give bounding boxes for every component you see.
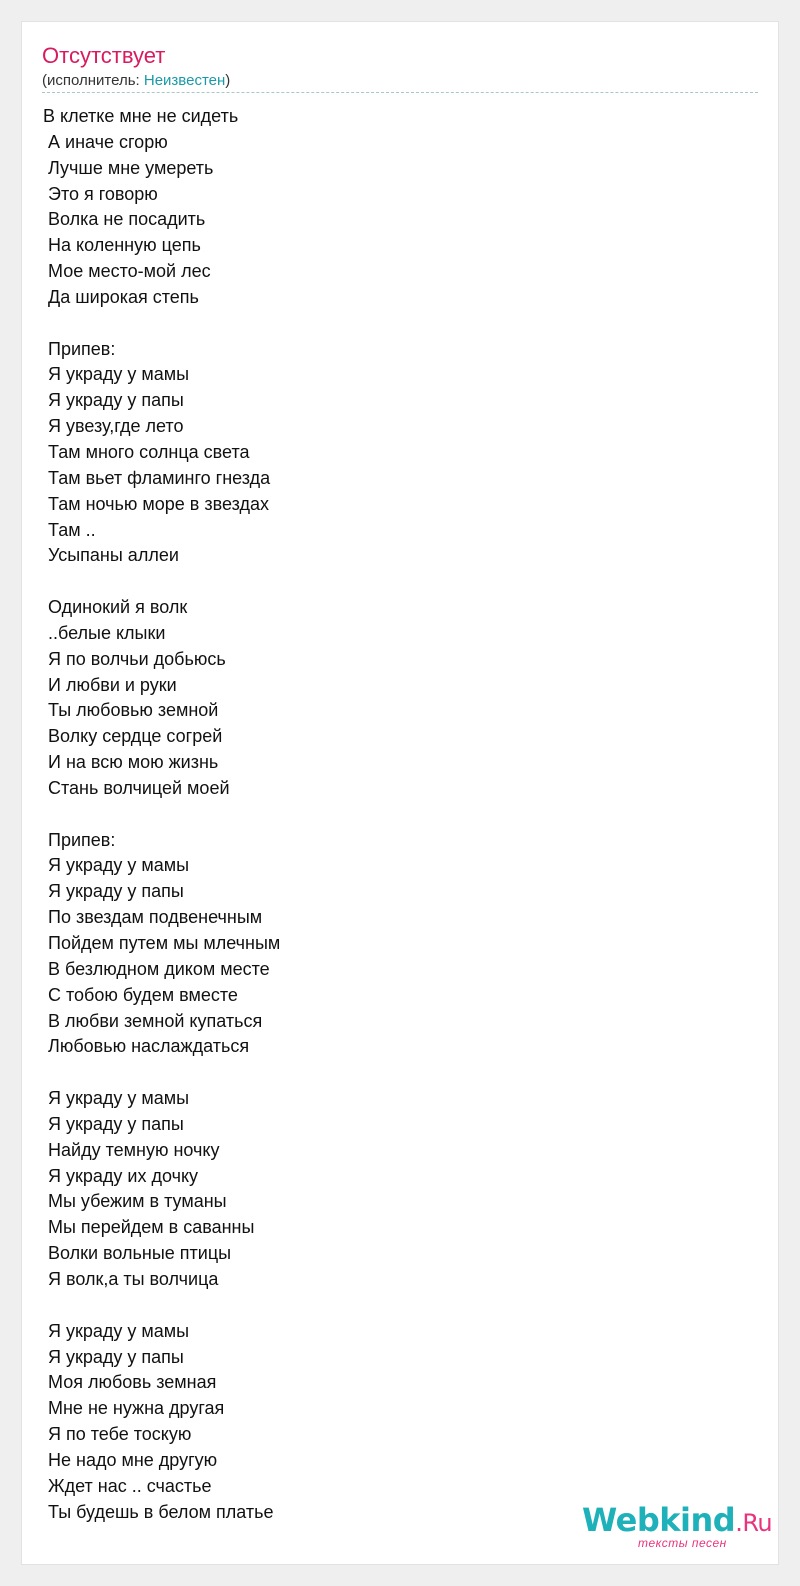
lyric-line: Мы убежим в туманы [43,1191,227,1212]
lyric-line: Я украду у папы [43,390,184,411]
lyric-line: И на всю мою жизнь [43,752,219,773]
lyric-line: По звездам подвенечным [43,907,263,928]
webkind-logo[interactable] [582,1500,772,1550]
lyric-line: Ждет нас .. счастье [43,1475,212,1496]
lyrics-text [43,104,743,1525]
artist-suffix: ) [225,72,231,89]
lyric-line: Припев: [43,829,116,850]
lyric-line: Ты любовью земной [43,700,219,721]
lyric-line: Стань волчицей моей [43,777,230,798]
lyric-line: Там .. [43,519,96,540]
lyric-line: В любви земной купаться [43,1010,263,1031]
lyric-line: Я украду у папы [43,1113,184,1134]
artist-prefix: (исполнитель: [42,72,144,89]
lyric-line: Волка не посадить [43,209,206,230]
lyric-line: Да широкая степь [43,286,199,307]
lyric-line: Ты будешь в белом платье [43,1501,274,1522]
lyric-line: Я украду у мамы [43,364,190,385]
lyric-line: Усыпаны аллеи [43,545,179,566]
lyric-line: Не надо мне другую [43,1449,218,1470]
lyric-line: Одинокий я волк [43,597,188,618]
lyric-line: Припев: [43,338,116,359]
lyric-line: Мы перейдем в саванны [43,1217,255,1238]
lyric-line: Я волк,а ты волчица [43,1268,219,1289]
lyric-line: Волку сердце согрей [43,726,223,747]
song-title: Отсутствует [42,43,166,68]
lyric-line: А иначе сгорю [43,131,168,152]
lyric-line: ..белые клыки [43,622,166,643]
lyric-line: В безлюдном диком месте [43,958,270,979]
lyric-line: Я по волчьи добьюсь [43,648,226,669]
lyric-blank-line [43,1293,743,1319]
lyric-line: Я украду у папы [43,1346,184,1367]
lyric-line: И любви и руки [43,674,177,695]
lyric-line: Я украду у мамы [43,855,190,876]
lyric-line: Волки вольные птицы [43,1243,232,1264]
lyric-line: Моя любовь земная [43,1372,217,1393]
lyric-line: Там ночью море в звездах [43,493,269,514]
title-divider [42,92,758,93]
lyric-line: Там вьет фламинго гнезда [43,467,271,488]
lyric-blank-line [43,569,743,595]
artist-line [42,72,230,90]
lyric-line: Я украду у мамы [43,1320,190,1341]
lyric-blank-line [43,1060,743,1086]
lyric-blank-line [43,311,743,337]
lyric-line: Мне не нужна другая [43,1398,225,1419]
lyric-line: В клетке мне не сидеть [43,106,239,126]
lyric-line: Это я говорю [43,183,158,204]
logo-tagline: тексты песен [638,1536,727,1550]
lyric-blank-line [43,802,743,828]
artist-link[interactable]: Неизвестен [143,72,226,89]
logo-main-text: Webkind [582,1501,736,1539]
lyric-line: Мое место-мой лес [43,261,211,282]
lyric-line: На коленную цепь [43,235,201,256]
logo-tld: .Ru [735,1509,773,1537]
lyric-line: Любовью наслаждаться [43,1036,250,1057]
lyric-line: Лучше мне умереть [43,157,214,178]
lyric-line: С тобою будем вместе [43,984,238,1005]
lyric-line: Я увезу,где лето [43,416,184,437]
lyric-line: Найду темную ночку [43,1139,220,1160]
lyric-line: Я украду у мамы [43,1088,190,1109]
lyric-line: Я украду у папы [43,881,184,902]
lyric-line: Я украду их дочку [43,1165,199,1186]
lyric-line: Там много солнца света [43,441,250,462]
lyric-line: Пойдем путем мы млечным [43,933,281,953]
lyric-line: Я по тебе тоскую [43,1424,192,1445]
